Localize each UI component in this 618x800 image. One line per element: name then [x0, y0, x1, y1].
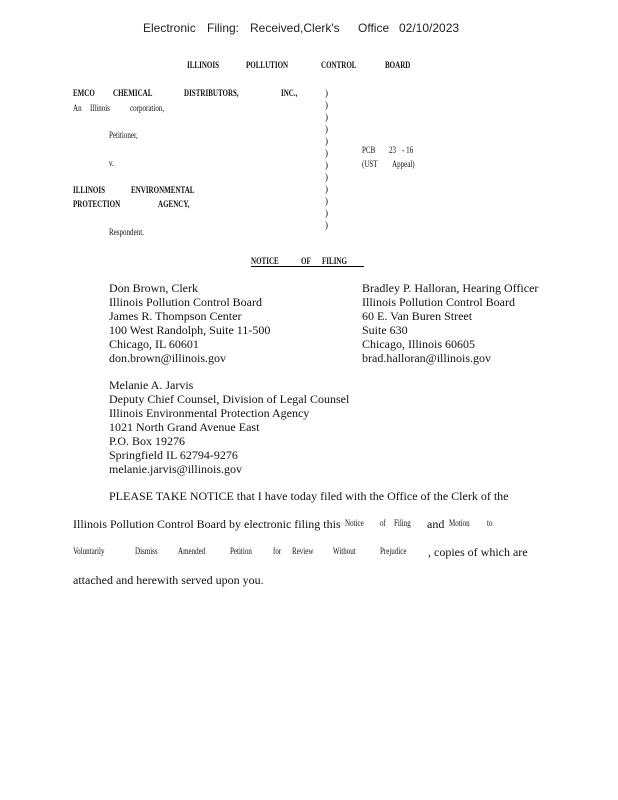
body-line: attached and herewith served upon you.: [73, 573, 264, 587]
respondent-name: ILLINOIS: [73, 185, 106, 195]
document-title-word: to: [487, 518, 493, 528]
board-title-word: CONTROL: [321, 60, 357, 70]
address-line: Deputy Chief Counsel, Division of Legal Counsel: [109, 392, 350, 406]
case-type: Appeal): [392, 159, 415, 169]
petitioner-name: DISTRIBUTORS,: [184, 88, 239, 98]
caption-paren-column: [325, 87, 328, 231]
address-line: Chicago, IL 60601: [109, 337, 199, 351]
petitioner-label: Petitioner,: [109, 130, 138, 140]
petitioner-name: CHEMICAL: [113, 88, 153, 98]
address-line: Illinois Pollution Control Board: [362, 295, 516, 309]
service-address-agency: [109, 378, 349, 476]
body-line: , copies of which are: [428, 545, 528, 559]
petitioner-desc: corporation,: [130, 103, 165, 113]
document-title-word: Motion: [449, 518, 470, 528]
address-line: Illinois Environmental Protection Agency: [109, 406, 310, 420]
case-number: - 16: [402, 145, 414, 155]
body-line: PLEASE TAKE NOTICE that I have today filed with the Office of the Clerk of the: [109, 489, 509, 503]
document-title-word: Amended: [178, 546, 206, 556]
address-line: P.O. Box 19276: [109, 434, 186, 448]
body-word: and: [427, 517, 445, 531]
case-number: PCB: [362, 145, 376, 155]
document-title-word: Review: [292, 546, 314, 556]
notice-title: [251, 256, 364, 267]
header-word: Office: [358, 21, 390, 35]
paren: ): [325, 88, 328, 98]
address-line: Chicago, Illinois 60605: [362, 337, 475, 351]
address-line: 100 West Randolph, Suite 11-500: [109, 323, 271, 337]
document-title-word: of: [380, 518, 386, 528]
petitioner-name: EMCO: [73, 88, 95, 98]
body-line: Illinois Pollution Control Board by electronic filing this: [73, 517, 341, 531]
paren: ): [325, 136, 328, 146]
email-line: brad.halloran@illinois.gov: [362, 351, 492, 365]
paren: ): [325, 208, 328, 218]
case-type: (UST: [362, 159, 378, 169]
petitioner-name: INC.,: [281, 88, 298, 98]
paren: ): [325, 112, 328, 122]
paren: ): [325, 172, 328, 182]
header-word: Received,Clerk's: [250, 21, 340, 35]
header-word: Electronic: [143, 21, 196, 35]
address-line: 1021 North Grand Avenue East: [109, 420, 260, 434]
paren: ): [325, 184, 328, 194]
document-title-word: Without: [333, 546, 356, 556]
header-date: 02/10/2023: [399, 21, 460, 35]
case-number: 23: [389, 145, 397, 155]
board-title-word: POLLUTION: [246, 60, 289, 70]
header-word: Filing:: [207, 21, 240, 35]
document-title-word: Prejudice: [380, 546, 407, 556]
service-address-clerk: [109, 281, 270, 365]
respondent-name: PROTECTION: [73, 199, 121, 209]
respondent-name: AGENCY,: [158, 199, 190, 209]
paren: ): [325, 160, 328, 170]
service-address-hearing-officer: [362, 281, 538, 365]
address-line: Don Brown, Clerk: [109, 281, 198, 295]
paren: ): [325, 124, 328, 134]
address-line: James R. Thompson Center: [109, 309, 242, 323]
paren: ): [325, 148, 328, 158]
respondent-label: Respondent.: [109, 227, 144, 237]
document-title-word: Filing: [394, 518, 411, 528]
email-line: don.brown@illinois.gov: [109, 351, 227, 365]
notice-title-word: NOTICE: [251, 256, 279, 266]
address-line: Suite 630: [362, 323, 408, 337]
notice-title-word: OF: [301, 256, 311, 266]
email-line: melanie.jarvis@illinois.gov: [109, 462, 243, 476]
paren: ): [325, 100, 328, 110]
document-title-word: Petition: [230, 546, 252, 556]
petitioner-desc: An: [73, 103, 82, 113]
address-line: Springfield IL 62794-9276: [109, 448, 238, 462]
document-title-word: for: [273, 546, 282, 556]
board-title-word: ILLINOIS: [187, 60, 220, 70]
document-title-word: Voluntarily: [73, 546, 105, 556]
address-line: Melanie A. Jarvis: [109, 378, 194, 392]
address-line: Illinois Pollution Control Board: [109, 295, 263, 309]
petitioner-desc: Illinois: [90, 103, 110, 113]
board-title-word: BOARD: [385, 60, 411, 70]
paren: ): [325, 220, 328, 230]
notice-title-word: FILING: [322, 256, 347, 266]
paren: ): [325, 196, 328, 206]
versus-label: v.: [109, 158, 114, 168]
address-line: Bradley P. Halloran, Hearing Officer: [362, 281, 539, 295]
respondent-name: ENVIRONMENTAL: [131, 185, 195, 195]
address-line: 60 E. Van Buren Street: [362, 309, 473, 323]
document-title-word: Notice: [345, 518, 364, 528]
document-title-word: Dismiss: [135, 546, 158, 556]
